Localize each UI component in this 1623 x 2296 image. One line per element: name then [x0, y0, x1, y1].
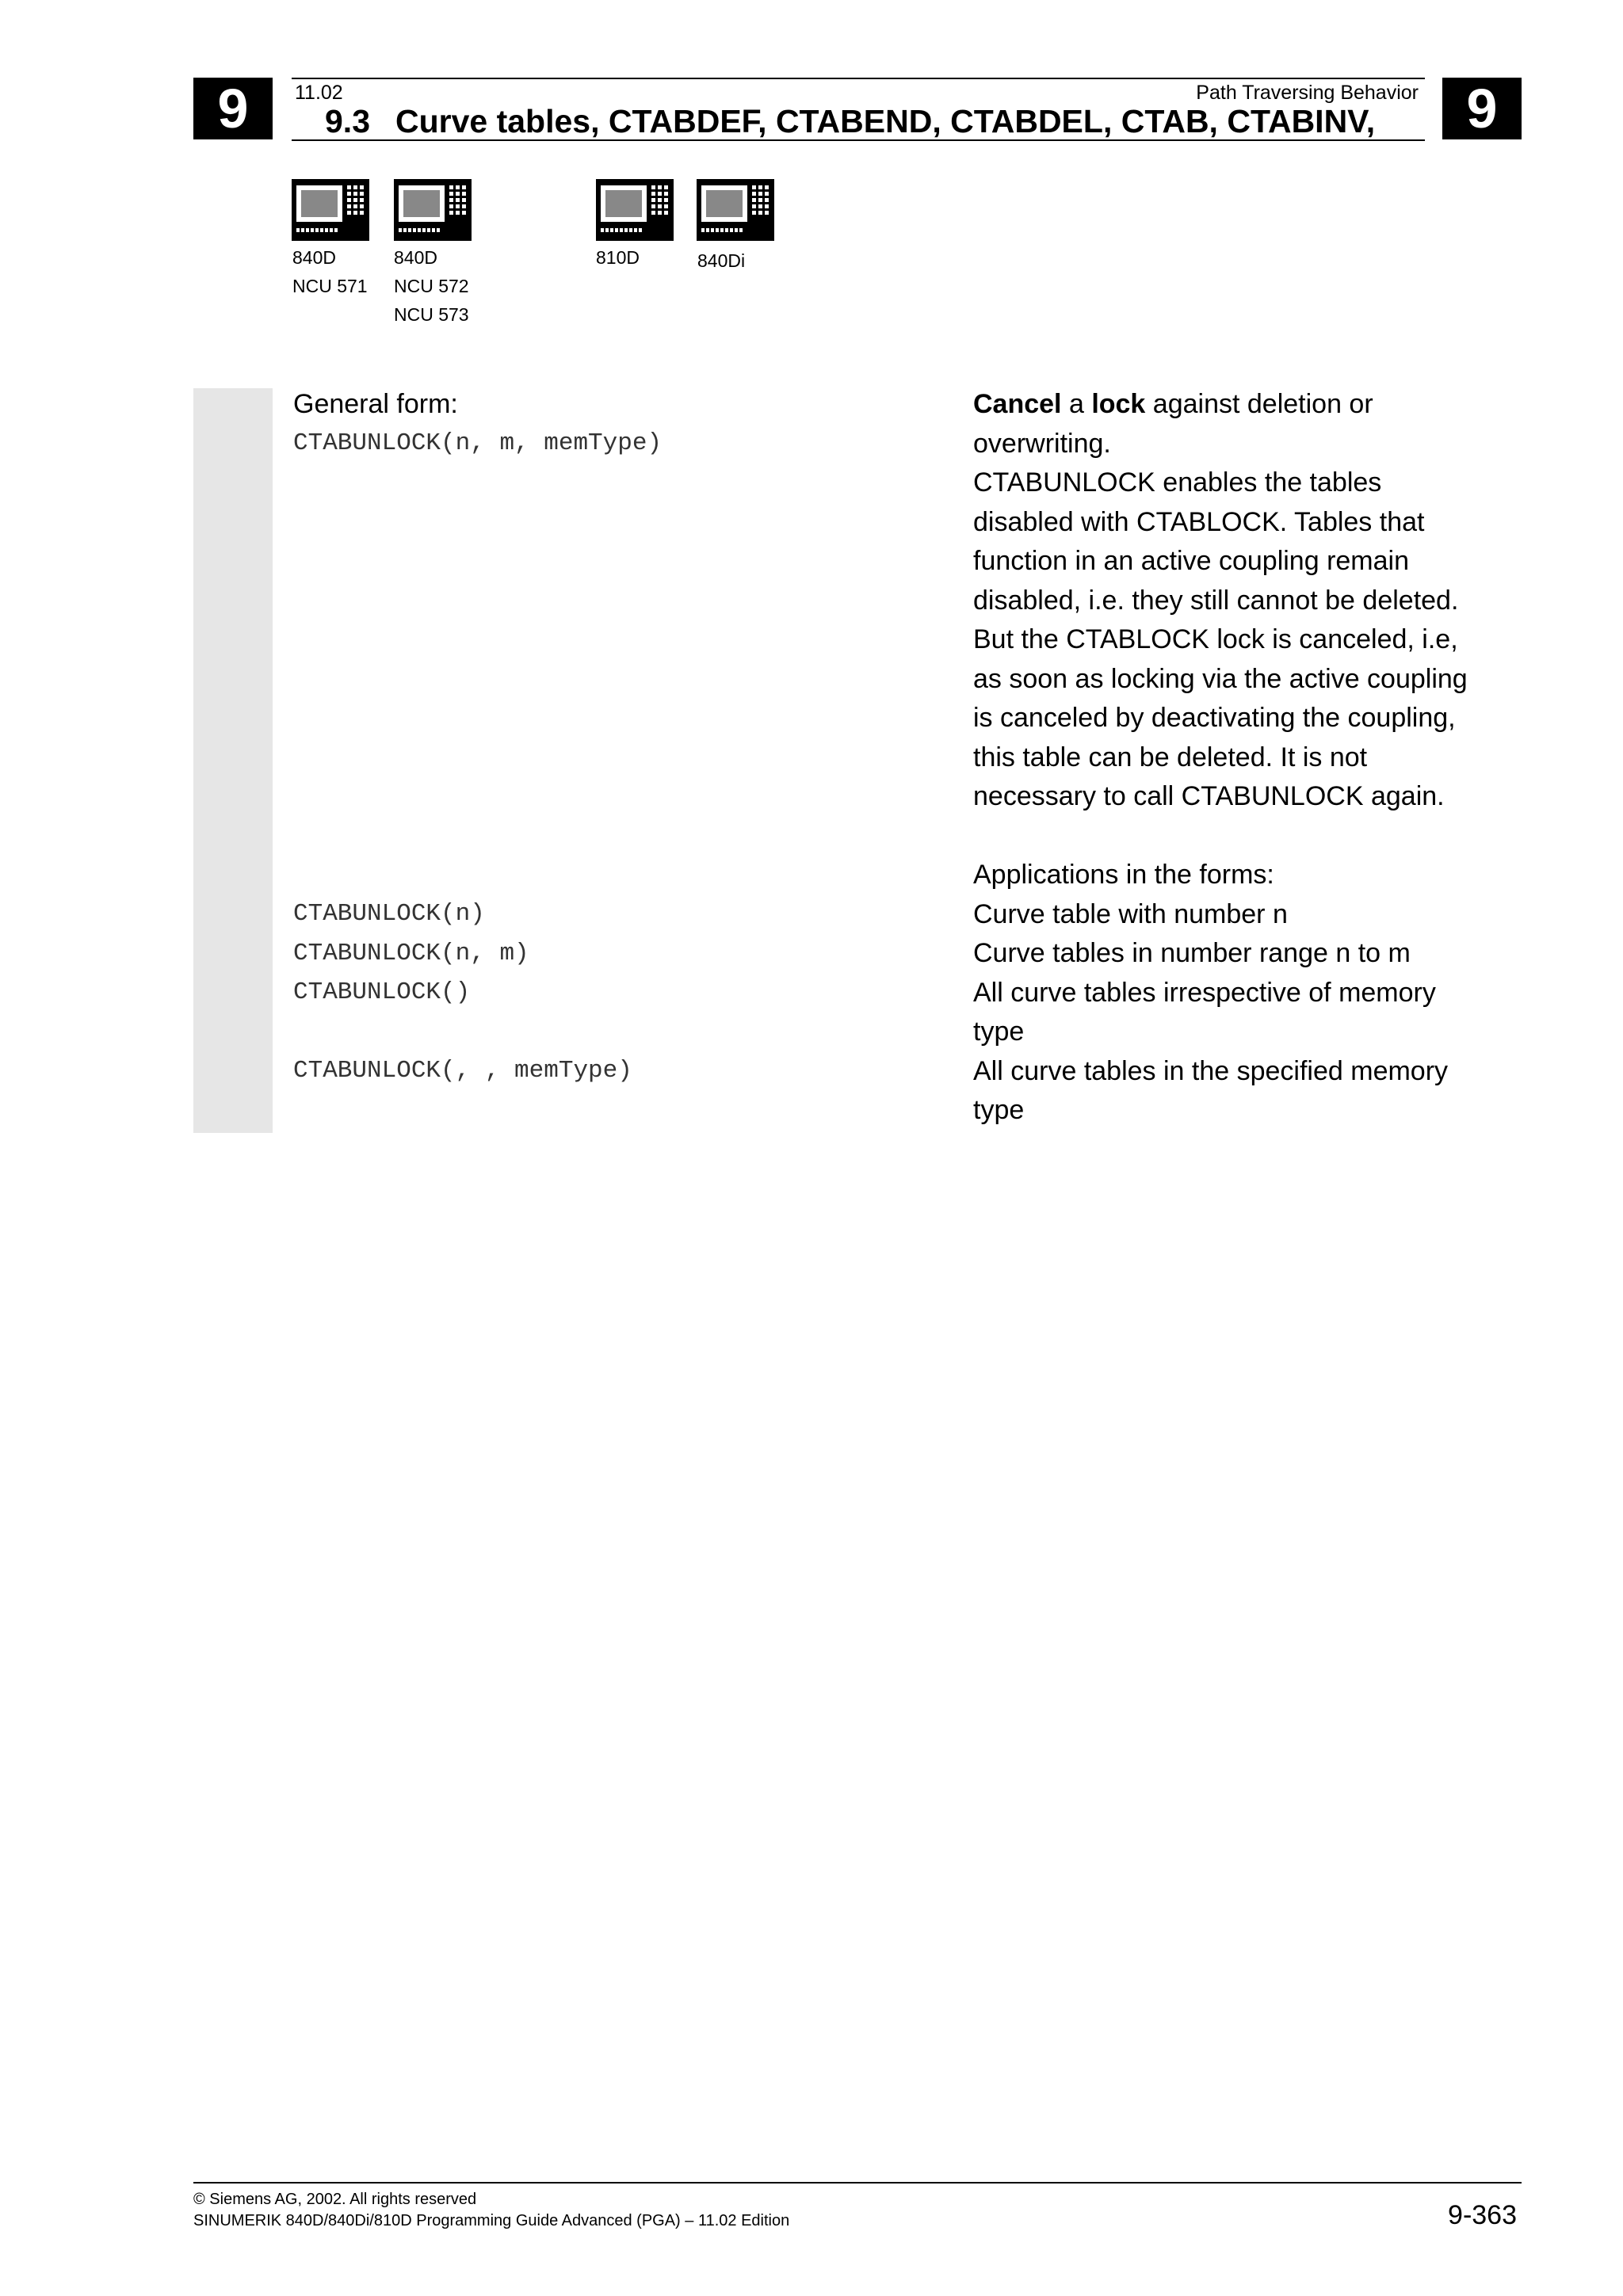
- description-line: disabled, i.e. they still cannot be deleted.: [973, 585, 1459, 616]
- section-title: Curve tables, CTABDEF, CTABEND, CTABDEL, CTAB, CTABINV,: [395, 103, 1376, 139]
- chapter-number-right: 9: [1442, 78, 1522, 139]
- description-column: [973, 385, 1488, 1131]
- margin-gray-bar: [193, 388, 273, 1133]
- control-label-840d-ncu571: 840D NCU 571: [292, 247, 368, 296]
- header-section-name: Path Traversing Behavior: [1196, 82, 1419, 104]
- chapter-number-left: 9: [193, 78, 273, 139]
- description-line: necessary to call CTABUNLOCK again.: [973, 781, 1445, 811]
- control-panel-icon: [394, 179, 472, 241]
- code-example-all: CTABUNLOCK(): [293, 978, 471, 1006]
- control-label-810d: 810D: [596, 247, 640, 268]
- description-line: disabled with CTABLOCK. Tables that: [973, 506, 1425, 537]
- page-title: [325, 103, 1375, 139]
- applications-label: Applications in the forms:: [973, 860, 1274, 890]
- description-line: function in an active coupling remain: [973, 546, 1409, 576]
- section-number: 9.3: [325, 103, 370, 139]
- header-date: 11.02: [295, 82, 343, 104]
- code-example-n: CTABUNLOCK(n): [293, 900, 485, 928]
- paragraph-gap: [973, 817, 1488, 856]
- code-example-n-m: CTABUNLOCK(n, m): [293, 940, 529, 967]
- footer-guide-title: SINUMERIK 840D/840Di/810D Programming Guide Advanced (PGA) – 11.02 Edition: [193, 2212, 790, 2229]
- application-description: All curve tables in the specified memory type: [973, 1055, 1449, 1125]
- description-line: as soon as locking via the active coupling: [973, 663, 1468, 694]
- control-panel-icon: [596, 179, 674, 241]
- application-description: Curve tables in number range n to m: [973, 938, 1411, 968]
- footer-rule: [193, 2182, 1522, 2183]
- header-bottom-rule: [292, 139, 1425, 141]
- description-line: is canceled by deactivating the coupling,: [973, 703, 1456, 733]
- header-top-rule: [292, 78, 1425, 79]
- control-panel-icon: [697, 179, 774, 241]
- control-label-840d-ncu572: 840D NCU 572 NCU 573: [394, 247, 469, 325]
- application-description: Curve table with number n: [973, 898, 1288, 929]
- control-label-840di: 840Di: [697, 250, 746, 271]
- description-line: But the CTABLOCK lock is canceled, i.e,: [973, 624, 1458, 654]
- description-line: CTABUNLOCK enables the tables: [973, 467, 1382, 498]
- page-number: 9-363: [1448, 2200, 1517, 2230]
- description-line: this table can be deleted. It is not: [973, 742, 1368, 772]
- general-form-label: General form:: [293, 389, 458, 419]
- application-description: All curve tables irrespective of memory type: [973, 977, 1436, 1047]
- footer-copyright: © Siemens AG, 2002. All rights reserved: [193, 2191, 477, 2208]
- general-form-code: CTABUNLOCK(n, m, memType): [293, 429, 663, 457]
- control-panel-icon: [292, 179, 369, 241]
- code-example-memtype: CTABUNLOCK(, , memType): [293, 1057, 632, 1085]
- description-intro: Cancel a lock against deletion or overwriting.: [973, 389, 1373, 459]
